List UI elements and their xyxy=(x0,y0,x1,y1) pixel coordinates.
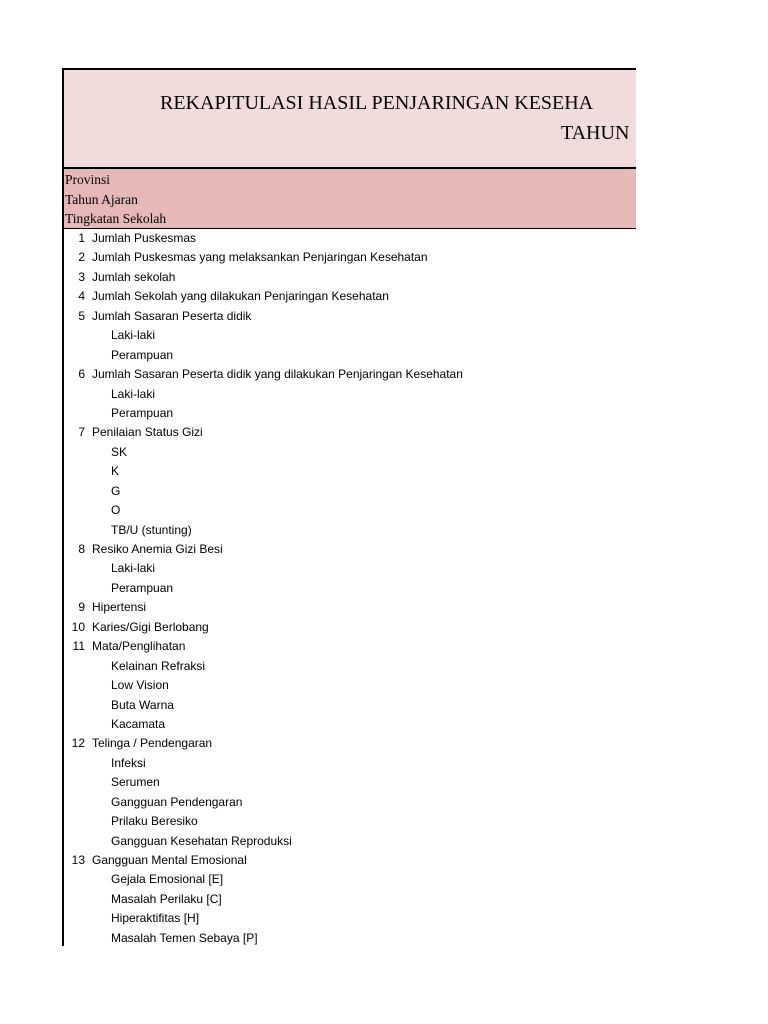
item-label: Jumlah Sekolah yang dilakukan Penjaringan Kesehatan xyxy=(92,289,389,304)
item-label: Kelainan Refraksi xyxy=(111,658,206,673)
sub-list-item xyxy=(64,870,636,889)
item-label: K xyxy=(111,464,120,479)
item-label: SK xyxy=(111,444,128,459)
item-label: Jumlah Puskesmas xyxy=(92,231,197,245)
sub-list-item xyxy=(64,521,636,540)
list-item xyxy=(64,287,636,306)
sub-list-item xyxy=(64,676,636,695)
list-item xyxy=(64,307,636,326)
report-title-line1: REKAPITULASI HASIL PENJARINGAN KESEHA xyxy=(160,92,594,114)
sub-list-item xyxy=(64,773,636,792)
sub-list-item xyxy=(64,404,636,423)
sub-list-item xyxy=(64,385,636,404)
list-item xyxy=(64,248,636,267)
item-number: 9 xyxy=(78,600,85,615)
item-number: 3 xyxy=(78,269,85,284)
sub-list-item xyxy=(64,929,636,946)
list-item xyxy=(64,268,636,287)
item-label: Gangguan Mental Emosional xyxy=(92,853,247,867)
item-label: Jumlah sekolah xyxy=(92,269,176,284)
item-label: Perampuan xyxy=(111,580,174,595)
item-label: Kacamata xyxy=(111,716,166,731)
item-label: O xyxy=(111,503,121,518)
item-label: Penilaian Status Gizi xyxy=(92,425,203,440)
sub-list-item xyxy=(64,793,636,812)
list-item xyxy=(64,598,636,617)
item-label: Laki-laki xyxy=(111,328,156,343)
item-label: Telinga / Pendengaran xyxy=(92,736,213,751)
sub-list-item xyxy=(64,462,636,481)
sub-list-item xyxy=(64,443,636,462)
item-label: Infeksi xyxy=(111,755,146,770)
info-tahun-ajaran: Tahun Ajaran xyxy=(65,191,138,207)
report-title-line2: TAHUN xyxy=(561,122,630,144)
sub-list-item xyxy=(64,501,636,520)
sub-list-item xyxy=(64,909,636,928)
item-number: 1 xyxy=(78,231,85,245)
item-list xyxy=(64,229,636,946)
item-label: Masalah Perilaku [C] xyxy=(111,891,222,906)
item-label: Masalah Temen Sebaya [P] xyxy=(111,930,258,945)
item-label: Mata/Penglihatan xyxy=(92,639,186,654)
sub-list-item xyxy=(64,890,636,909)
info-tingkatan-sekolah: Tingkatan Sekolah xyxy=(65,211,167,226)
info-provinsi: Provinsi xyxy=(65,172,111,187)
sub-list-item xyxy=(64,559,636,578)
item-number: 11 xyxy=(72,639,85,654)
item-label: Jumlah Puskesmas yang melaksankan Penjaringan Kesehatan xyxy=(92,250,428,265)
item-number: 7 xyxy=(78,425,85,440)
item-label: Laki-laki xyxy=(111,386,156,401)
list-item xyxy=(64,229,636,248)
item-label: Serumen xyxy=(111,775,160,790)
item-label: Prilaku Beresiko xyxy=(111,814,198,829)
item-number: 5 xyxy=(78,308,85,323)
item-label: Low Vision xyxy=(111,678,169,693)
info-band xyxy=(64,169,636,229)
item-number: 8 xyxy=(78,542,85,556)
sub-list-item xyxy=(64,832,636,851)
sub-list-item xyxy=(64,657,636,676)
list-item xyxy=(64,637,636,656)
sub-list-item xyxy=(64,696,636,715)
item-label: Buta Warna xyxy=(111,697,174,712)
item-label: TB/U (stunting) xyxy=(111,522,192,537)
item-label: Gejala Emosional [E] xyxy=(111,872,224,887)
item-number: 2 xyxy=(78,250,85,265)
title-band xyxy=(64,70,636,169)
sub-list-item xyxy=(64,715,636,734)
item-label: Perampuan xyxy=(111,347,174,362)
sub-list-item xyxy=(64,579,636,598)
list-item xyxy=(64,540,636,559)
sub-list-item xyxy=(64,346,636,365)
sub-list-item xyxy=(64,482,636,501)
list-item xyxy=(64,618,636,637)
item-label: Hipertensi xyxy=(92,600,147,615)
sub-list-item xyxy=(64,812,636,831)
sub-list-item xyxy=(64,326,636,345)
item-label: Gangguan Kesehatan Reproduksi xyxy=(111,833,292,848)
item-label: G xyxy=(111,483,121,498)
item-label: Jumlah Sasaran Peserta didik yang dilakukan Penjaringan Kesehatan xyxy=(92,367,463,382)
item-label: Perampuan xyxy=(111,405,174,420)
item-number: 6 xyxy=(78,367,85,382)
item-label: Laki-laki xyxy=(111,561,156,576)
item-label: Hiperaktifitas [H] xyxy=(111,911,200,926)
item-number: 10 xyxy=(71,619,85,634)
item-number: 12 xyxy=(71,736,85,751)
list-item xyxy=(64,423,636,442)
list-item xyxy=(64,851,636,870)
list-item xyxy=(64,734,636,753)
item-label: Gangguan Pendengaran xyxy=(111,794,243,809)
item-label: Resiko Anemia Gizi Besi xyxy=(92,542,223,556)
item-number: 4 xyxy=(78,289,85,304)
list-item xyxy=(64,365,636,384)
recap-sheet xyxy=(62,68,636,946)
sub-list-item xyxy=(64,754,636,773)
item-label: Karies/Gigi Berlobang xyxy=(92,619,209,634)
item-number: 13 xyxy=(71,853,85,867)
item-label: Jumlah Sasaran Peserta didik xyxy=(92,308,252,323)
